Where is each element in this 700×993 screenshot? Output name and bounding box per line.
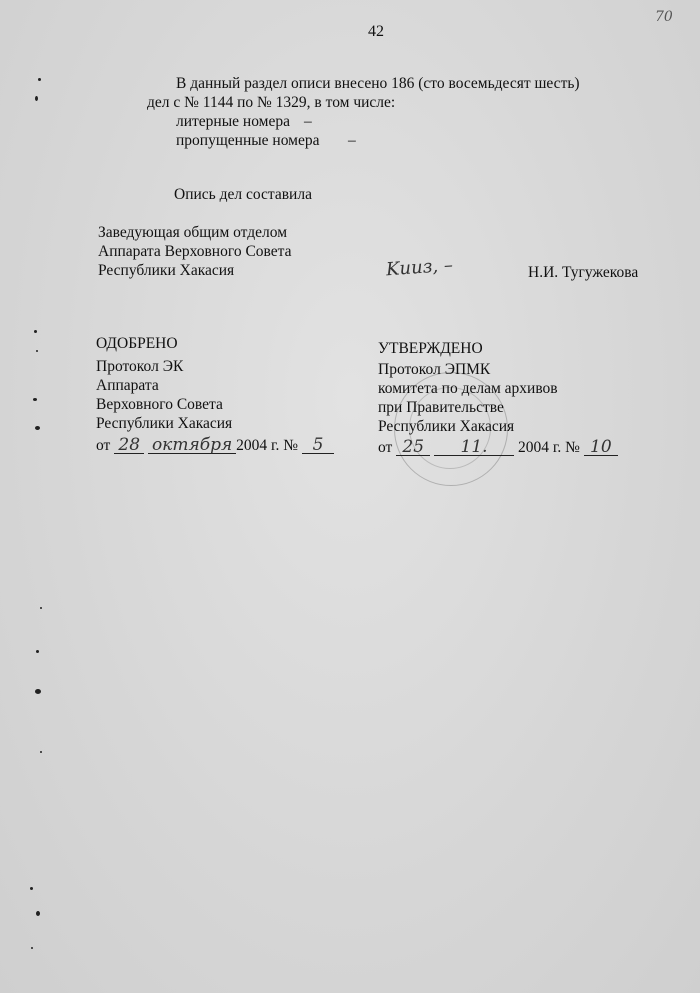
compiler-name: Н.И. Тугужекова	[528, 264, 639, 281]
missing-numbers-value: –	[348, 132, 356, 149]
approved-protocol: Протокол ЭК	[96, 358, 184, 375]
scan-speck	[33, 398, 37, 401]
approved-number: 5	[302, 437, 334, 454]
scan-speck	[30, 887, 33, 890]
approved-heading: ОДОБРЕНО	[96, 335, 178, 352]
inventory-summary-line2: дел с № 1144 по № 1329, в том числе:	[147, 94, 396, 111]
approved-org-line3: Республики Хакасия	[96, 415, 233, 432]
scan-speck	[38, 78, 41, 81]
scan-speck	[36, 650, 39, 653]
scan-speck	[40, 607, 42, 609]
approved-date-row	[96, 436, 334, 455]
confirmed-number: 10	[584, 439, 618, 456]
compiler-position-line2: Аппарата Верховного Совета	[98, 243, 292, 260]
scan-speck	[40, 751, 42, 753]
scan-speck	[35, 426, 40, 430]
scan-speck	[35, 96, 38, 101]
scan-speck	[35, 689, 41, 694]
approved-org-line1: Аппарата	[96, 377, 159, 394]
page-number: 42	[368, 23, 384, 40]
compiler-position-line1: Заведующая общим отделом	[98, 224, 288, 241]
scan-speck	[36, 350, 38, 352]
confirmed-org-line1: комитета по делам архивов	[378, 380, 558, 397]
scan-speck	[31, 947, 33, 949]
compiled-by-heading: Опись дел составила	[174, 186, 312, 203]
approved-date-prefix: от	[96, 437, 111, 454]
confirmed-protocol: Протокол ЭПМК	[378, 361, 491, 378]
confirmed-date-row	[378, 438, 618, 457]
confirmed-org-line2: при Правительстве	[378, 399, 504, 416]
approved-date-month: октября	[148, 437, 236, 454]
approved-org-line2: Верховного Совета	[96, 396, 223, 413]
approved-date-day: 28	[114, 437, 144, 454]
scan-speck	[36, 911, 40, 916]
compiler-position-line3: Республики Хакасия	[98, 262, 235, 279]
confirmed-date-month: 11.	[434, 439, 514, 456]
confirmed-date-day: 25	[396, 439, 430, 456]
confirmed-date-prefix: от	[378, 439, 393, 456]
compiler-signature: Kииз, –	[385, 254, 454, 281]
scan-speck	[34, 330, 37, 333]
approved-date-year: 2004 г. №	[236, 437, 299, 454]
archive-corner-mark: 70	[655, 9, 673, 25]
confirmed-org-line3: Республики Хакасия	[378, 418, 515, 435]
inventory-summary-line1: В данный раздел описи внесено 186 (сто восемьдесят шесть)	[176, 75, 580, 92]
literal-numbers-label: литерные номера	[176, 113, 290, 130]
literal-numbers-value: –	[304, 113, 312, 130]
missing-numbers-label: пропущенные номера	[176, 132, 320, 149]
confirmed-heading: УТВЕРЖДЕНО	[378, 340, 483, 357]
confirmed-date-year: 2004 г. №	[517, 439, 580, 456]
